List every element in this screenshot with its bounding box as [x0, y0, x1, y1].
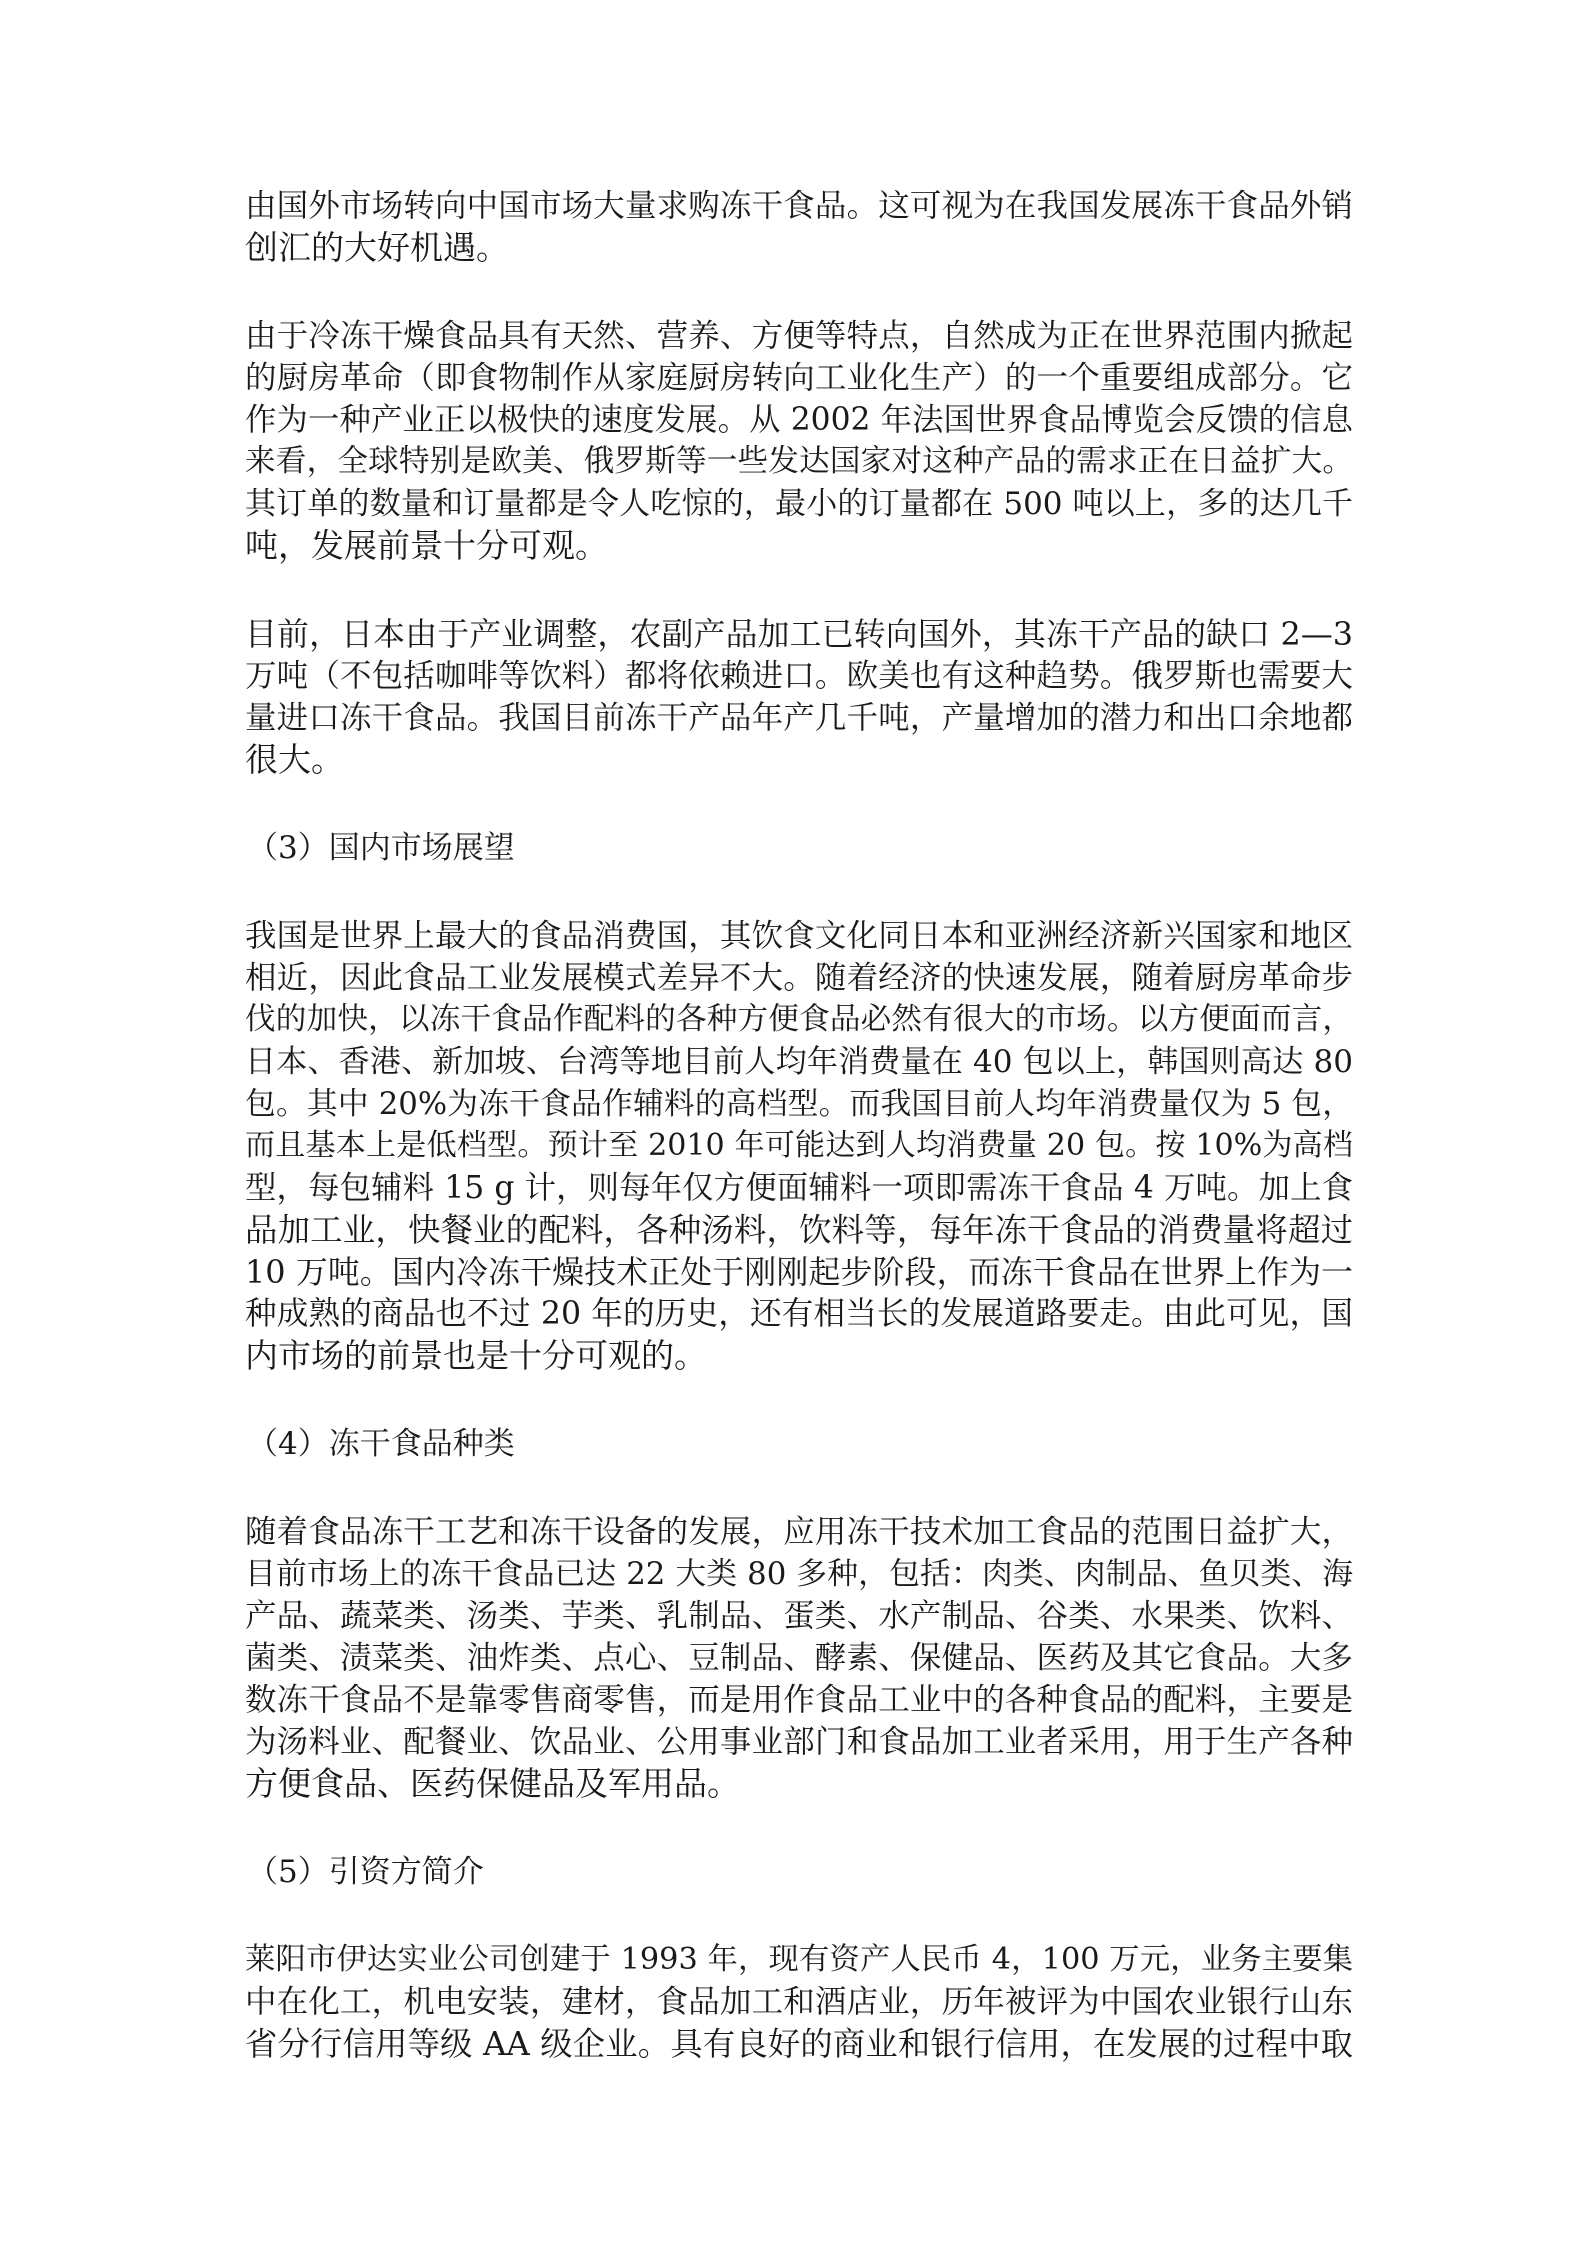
text-line: 我国是世界上最大的食品消费国，其饮食文化同日本和亚洲经济新兴国家和地区 [245, 918, 1353, 954]
paragraph-food-types [245, 1511, 1353, 1805]
paragraph-japan-demand [245, 613, 1353, 781]
text-line: 由国外市场转向中国市场大量求购冻干食品。这可视为在我国发展冻干食品外销 [245, 188, 1353, 224]
text-line: 产品、蔬菜类、汤类、芋类、乳制品、蛋类、水产制品、谷类、水果类、饮料、 [245, 1598, 1353, 1634]
text-line: 菌类、渍菜类、油炸类、点心、豆制品、酵素、保健品、医药及其它食品。大多 [245, 1640, 1353, 1676]
text-line: 的厨房革命（即食物制作从家庭厨房转向工业化生产）的一个重要组成部分。它 [245, 360, 1353, 396]
text-line: 中在化工，机电安装，建材，食品加工和酒店业，历年被评为中国农业银行山东 [245, 1984, 1353, 2020]
text-line: 量进口冻干食品。我国目前冻干产品年产几千吨，产量增加的潜力和出口余地都 [245, 700, 1353, 736]
text-line: 种成熟的商品也不过 20 年的历史，还有相当长的发展道路要走。由此可见，国 [245, 1296, 1353, 1332]
text-line: 型，每包辅料 15 g 计，则每年仅方便面辅料一项即需冻干食品 4 万吨。加上食 [245, 1170, 1353, 1206]
text-line: 由于冷冻干燥食品具有天然、营养、方便等特点，自然成为正在世界范围内掀起 [245, 318, 1353, 354]
section-heading-food-types: （4）冻干食品种类 [247, 1426, 515, 1462]
text-line: 内市场的前景也是十分可观的。 [245, 1336, 707, 1375]
text-line: 为汤料业、配餐业、饮品业、公用事业部门和食品加工业者采用，用于生产各种 [245, 1724, 1353, 1760]
paragraph-domestic-market [245, 915, 1353, 1377]
text-line: 方便食品、医药保健品及军用品。 [245, 1764, 740, 1803]
paragraph-export-opportunity [245, 185, 1353, 269]
text-line: 数冻干食品不是靠零售商零售，而是用作食品工业中的各种食品的配料，主要是 [245, 1682, 1353, 1718]
text-line: 万吨（不包括咖啡等饮料）都将依赖进口。欧美也有这种趋势。俄罗斯也需要大 [245, 658, 1353, 694]
text-line: 作为一种产业正以极快的速度发展。从 2002 年法国世界食品博览会反馈的信息 [245, 402, 1353, 438]
text-line: 伐的加快，以冻干食品作配料的各种方便食品必然有很大的市场。以方便面而言， [245, 1002, 1353, 1037]
document-page [245, 185, 1353, 2111]
section-heading-investor-intro: （5）引资方简介 [247, 1854, 484, 1890]
text-line: 吨，发展前景十分可观。 [245, 526, 608, 565]
text-line: 其订单的数量和订量都是令人吃惊的，最小的订量都在 500 吨以上，多的达几千 [245, 486, 1353, 522]
text-line: 而且基本上是低档型。预计至 2010 年可能达到人均消费量 20 包。按 10%为高档 [245, 1128, 1353, 1163]
text-line: 很大。 [245, 740, 344, 779]
text-line: 包。其中 20%为冻干食品作辅料的高档型。而我国目前人均年消费量仅为 5 包， [245, 1086, 1353, 1122]
text-line: 莱阳市伊达实业公司创建于 1993 年，现有资产人民币 4，100 万元，业务主要集 [245, 1942, 1353, 1977]
text-line: 10 万吨。国内冷冻干燥技术正处于刚刚起步阶段，而冻干食品在世界上作为一 [245, 1253, 1353, 1291]
text-line: 相近，因此食品工业发展模式差异不大。随着经济的快速发展，随着厨房革命步 [245, 960, 1353, 996]
text-line: 日本、香港、新加坡、台湾等地目前人均年消费量在 40 包以上，韩国则高达 80 [245, 1044, 1353, 1080]
text-line: 随着食品冻干工艺和冻干设备的发展，应用冻干技术加工食品的范围日益扩大， [245, 1514, 1353, 1550]
paragraph-company-intro [245, 1939, 1353, 2065]
text-line: 省分行信用等级 AA 级企业。具有良好的商业和银行信用，在发展的过程中取 [245, 2025, 1353, 2063]
paragraph-kitchen-revolution [245, 315, 1353, 567]
text-line: 创汇的大好机遇。 [245, 228, 509, 267]
text-line: 目前，日本由于产业调整，农副产品加工已转向国外，其冻干产品的缺口 2—3 [245, 615, 1353, 653]
text-line: 来看，全球特别是欧美、俄罗斯等一些发达国家对这种产品的需求正在日益扩大。 [245, 444, 1353, 479]
section-heading-domestic-market: （3）国内市场展望 [247, 830, 515, 866]
text-line: 品加工业，快餐业的配料，各种汤料，饮料等，每年冻干食品的消费量将超过 [245, 1211, 1353, 1249]
text-line: 目前市场上的冻干食品已达 22 大类 80 多种，包括：肉类、肉制品、鱼贝类、海 [245, 1556, 1353, 1592]
